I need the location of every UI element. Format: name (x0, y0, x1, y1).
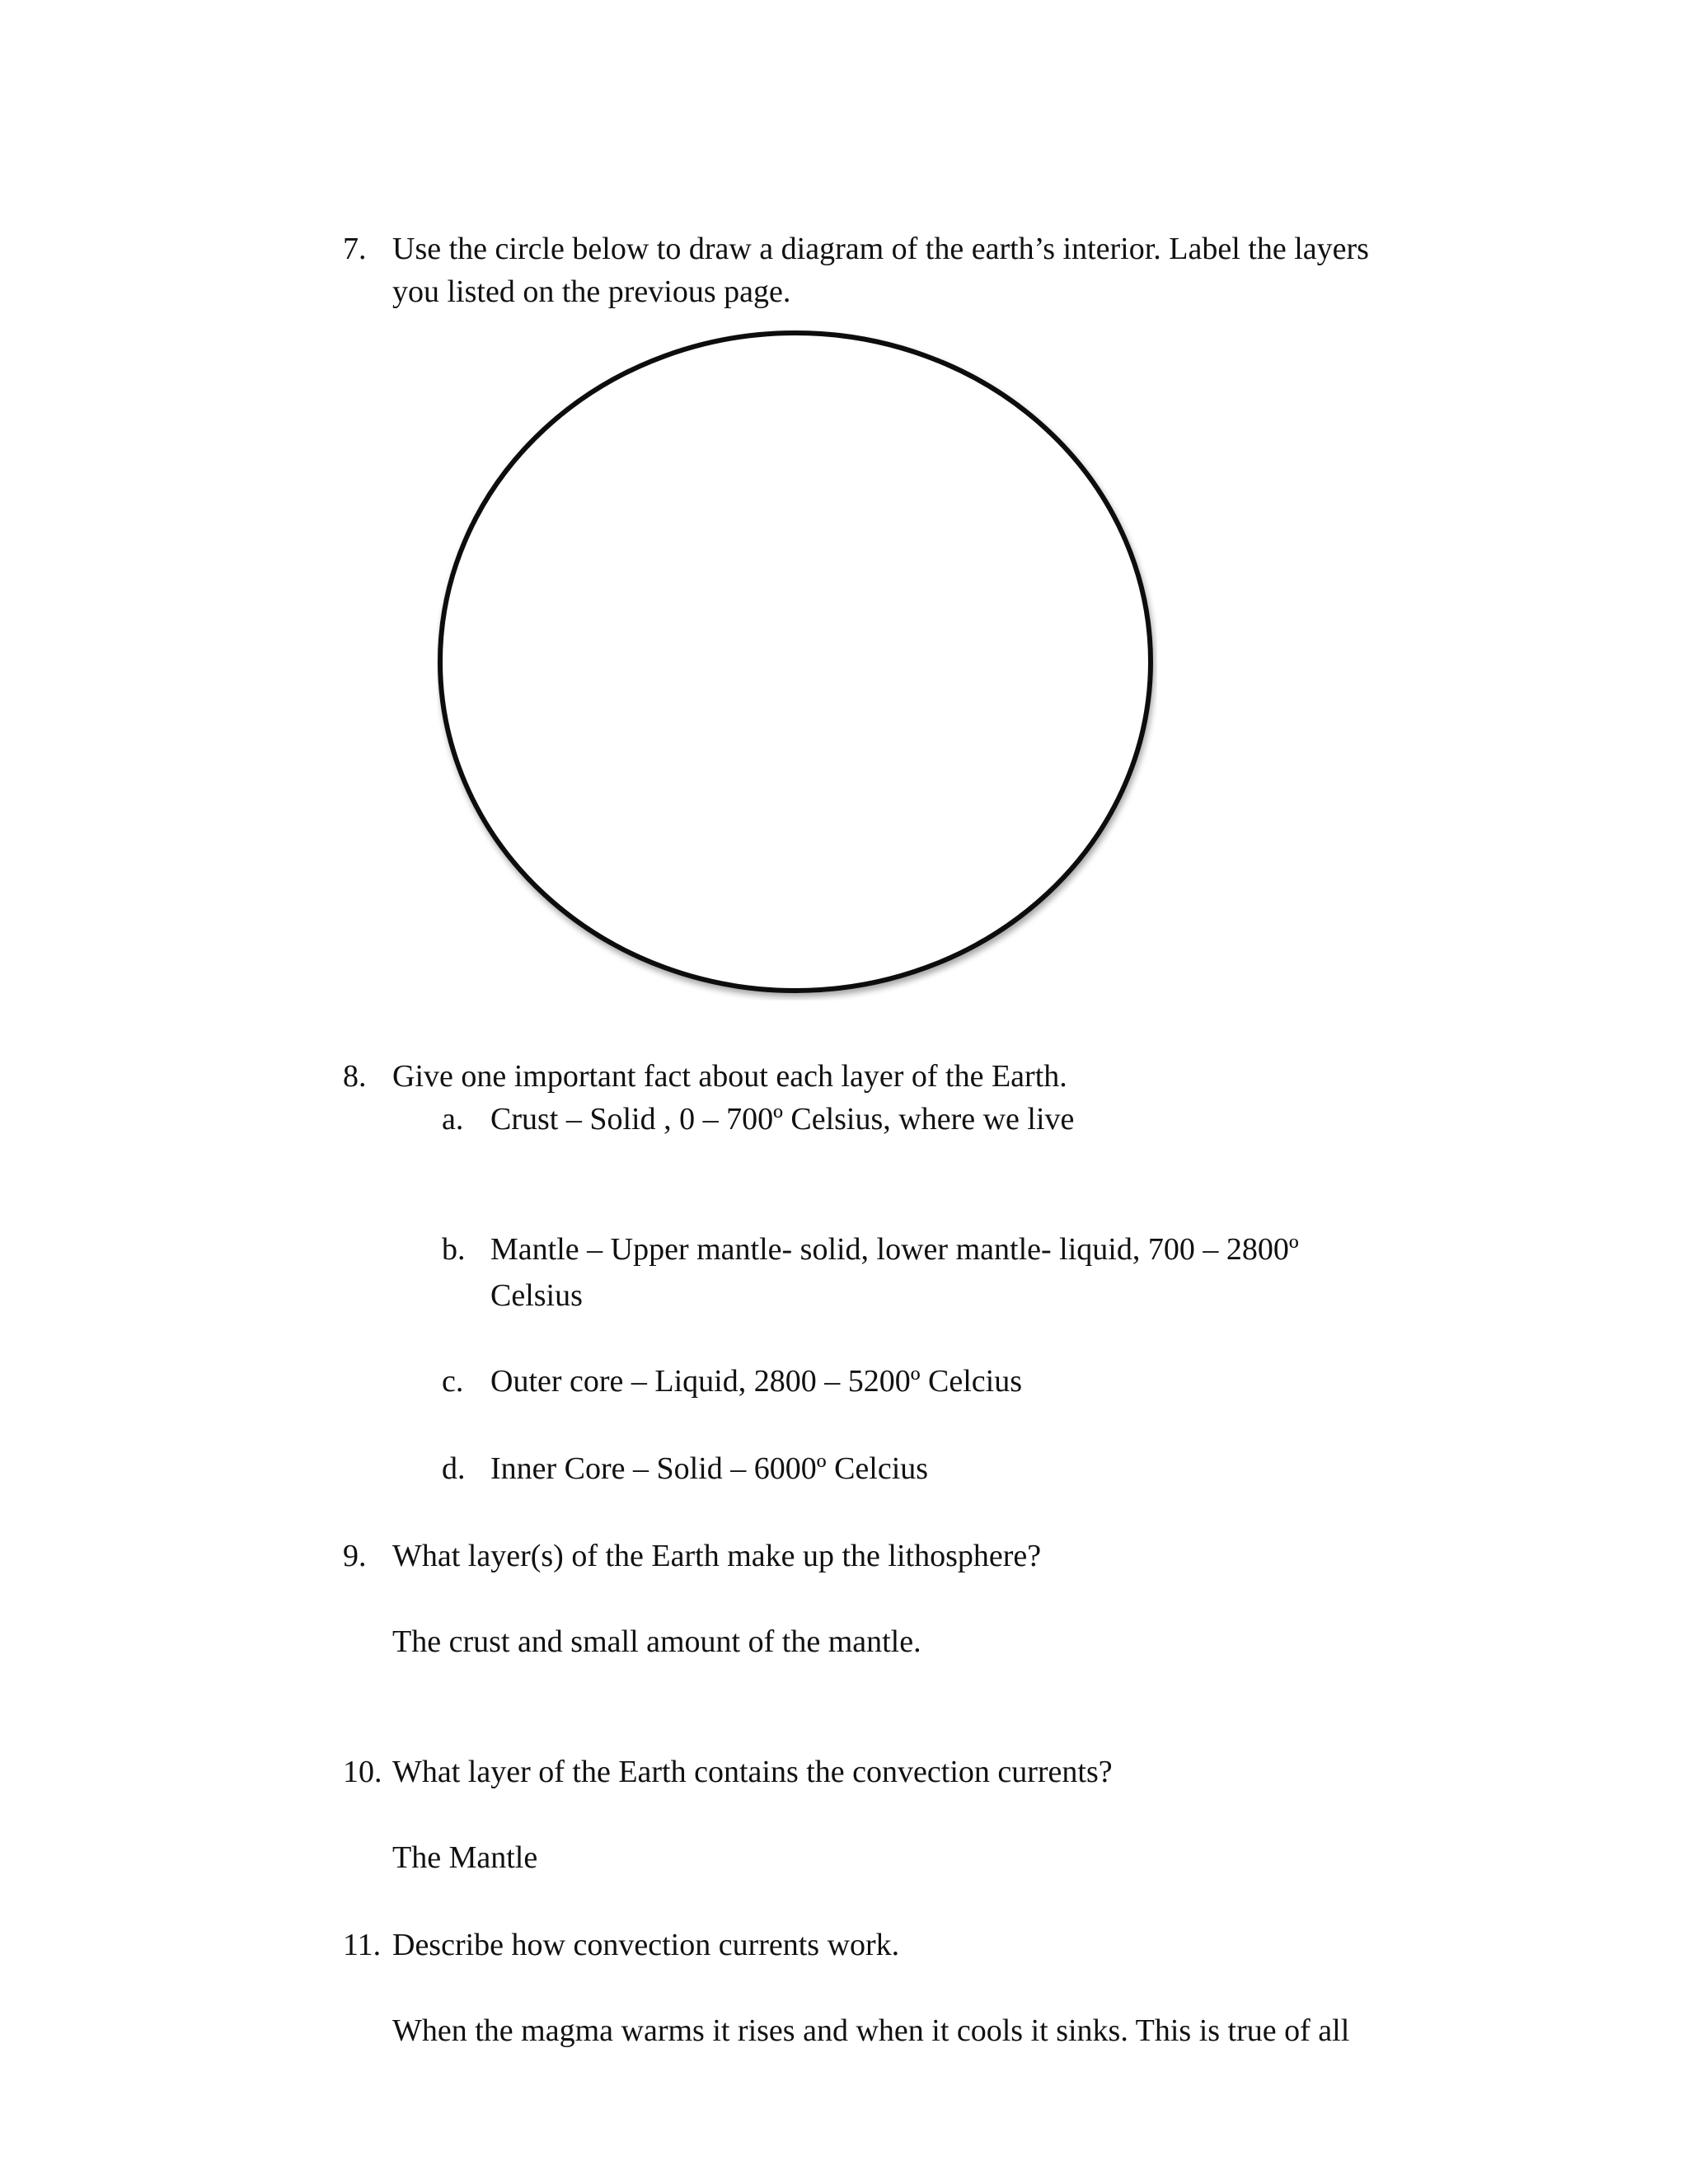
question-9-answer-text: The crust and small amount of the mantle. (392, 1624, 921, 1659)
earth-outline-ellipse (440, 333, 1151, 991)
circle-svg (437, 328, 1157, 1001)
item-b-marker: b. (442, 1232, 466, 1267)
question-10-number: 10. (343, 1755, 382, 1789)
question-8-text: Give one important fact about each layer of the Earth. (392, 1059, 1067, 1094)
question-7-text-line-1: Use the circle below to draw a diagram of the earth’s interior. Label the layers (392, 232, 1369, 266)
question-11-answer-text: When the magma warms it rises and when it cools it sinks. This is true of all (392, 2013, 1350, 2048)
item-a-marker: a. (442, 1102, 464, 1137)
item-c-marker: c. (442, 1364, 464, 1399)
question-8-number: 8. (343, 1059, 367, 1094)
question-10-text: What layer of the Earth contains the convection currents? (392, 1755, 1113, 1789)
question-11-number: 11. (343, 1928, 382, 1962)
item-b-text-line-2: Celsius (490, 1278, 583, 1313)
item-b-text-line-1: Mantle – Upper mantle- solid, lower mantle- liquid, 700 – 2800º (490, 1232, 1299, 1267)
item-d-marker: d. (442, 1451, 466, 1486)
item-a-text: Crust – Solid , 0 – 700º Celsius, where we live (490, 1102, 1075, 1137)
question-9-text: What layer(s) of the Earth make up the lithosphere? (392, 1539, 1042, 1573)
question-10-answer-text: The Mantle (392, 1840, 538, 1875)
earth-diagram-circle[interactable] (437, 328, 1157, 1001)
item-d-text: Inner Core – Solid – 6000º Celcius (490, 1451, 929, 1486)
question-9-number: 9. (343, 1539, 367, 1573)
question-7-number: 7. (343, 232, 367, 266)
item-c-text: Outer core – Liquid, 2800 – 5200º Celcius (490, 1364, 1022, 1399)
question-7-text-line-2: you listed on the previous page. (392, 274, 791, 309)
question-11-text: Describe how convection currents work. (392, 1928, 900, 1962)
